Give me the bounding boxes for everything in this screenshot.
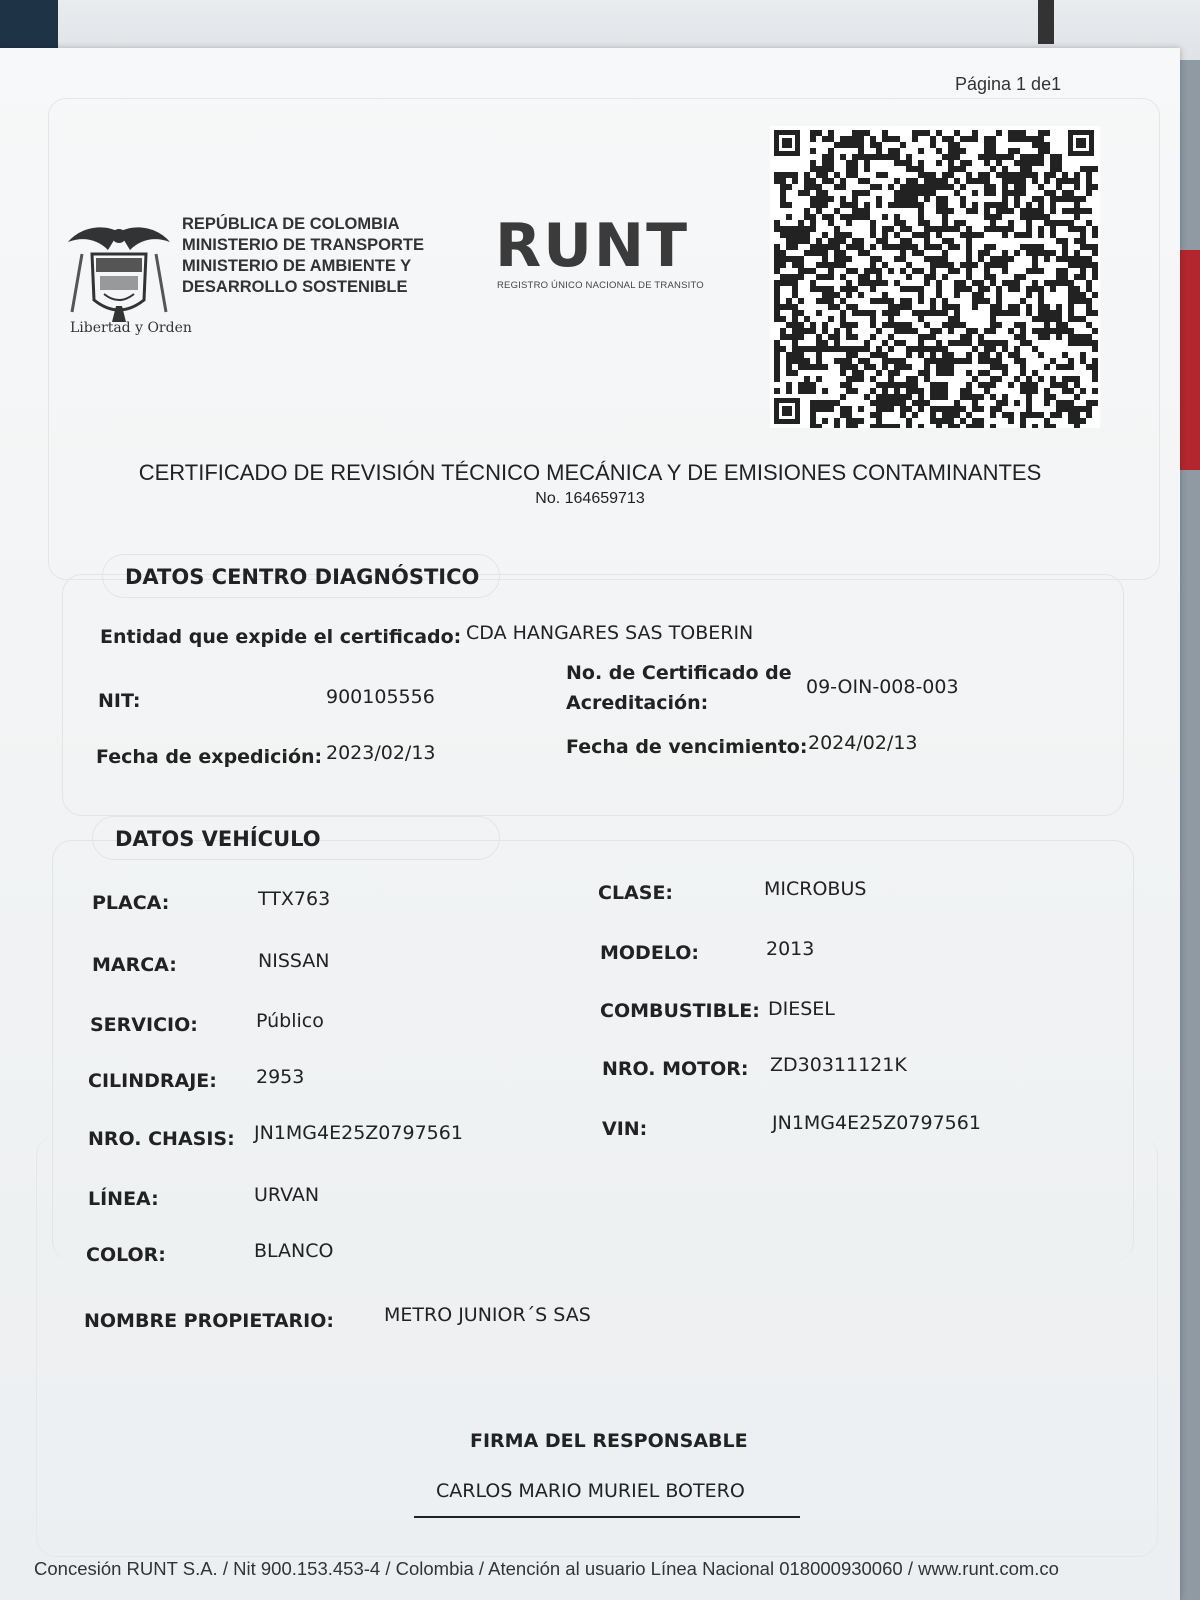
expiry-date-label: Fecha de vencimiento: <box>566 736 808 758</box>
accreditation-value: 09-OIN-008-003 <box>806 676 959 698</box>
runt-logo: RUNT <box>495 211 690 281</box>
brand-label: MARCA: <box>92 954 177 976</box>
issue-date-value: 2023/02/13 <box>326 742 436 764</box>
background-object <box>1038 0 1054 44</box>
class-value: MICROBUS <box>764 878 867 900</box>
qr-code-icon <box>770 126 1100 428</box>
color-value: BLANCO <box>254 1240 334 1262</box>
coat-of-arms-icon <box>64 214 174 364</box>
line-label: LÍNEA: <box>88 1188 159 1210</box>
certificate-sheet <box>0 48 1180 1600</box>
page-number: Página 1 de1 <box>955 74 1062 94</box>
ministry-line: DESARROLLO SOSTENIBLE <box>182 278 408 296</box>
signatory-name: CARLOS MARIO MURIEL BOTERO <box>436 1480 745 1502</box>
issuer-value: CDA HANGARES SAS TOBERIN <box>466 622 754 644</box>
ministry-line: REPÚBLICA DE COLOMBIA <box>182 215 400 233</box>
chassis-number-value: JN1MG4E25Z0797561 <box>254 1122 463 1144</box>
ministry-line: MINISTERIO DE AMBIENTE Y <box>182 257 412 275</box>
service-label: SERVICIO: <box>90 1014 198 1036</box>
signature-line <box>414 1516 800 1518</box>
vehicle-heading: DATOS VEHÍCULO <box>92 816 500 860</box>
fuel-label: COMBUSTIBLE: <box>600 1000 760 1022</box>
model-value: 2013 <box>766 938 815 960</box>
vin-value: JN1MG4E25Z0797561 <box>772 1112 981 1134</box>
footer-text: Concesión RUNT S.A. / Nit 900.153.453-4 / Colombia / Atención al usuario Línea Nacional 018000930060 / www.runt.com.co <box>34 1558 1059 1579</box>
plate-value: TTX763 <box>258 888 331 910</box>
engine-number-label: NRO. MOTOR: <box>602 1058 749 1080</box>
runt-logo-subtitle: REGISTRO ÚNICO NACIONAL DE TRANSITO <box>497 280 704 291</box>
owner-value: METRO JUNIOR´S SAS <box>384 1304 591 1326</box>
diagnostic-center-heading: DATOS CENTRO DIAGNÓSTICO <box>102 554 500 598</box>
service-value: Público <box>256 1010 324 1032</box>
color-label: COLOR: <box>86 1244 166 1266</box>
accreditation-label-line1: No. de Certificado de <box>566 662 792 684</box>
class-label: CLASE: <box>598 882 674 904</box>
background-object <box>0 0 58 52</box>
ministry-line: MINISTERIO DE TRANSPORTE <box>182 236 425 254</box>
certificate-number: No. 164659713 <box>535 490 645 507</box>
displacement-label: CILINDRAJE: <box>88 1070 217 1092</box>
model-label: MODELO: <box>600 942 699 964</box>
accreditation-label-line2: Acreditación: <box>566 692 709 714</box>
certificate-title: CERTIFICADO DE REVISIÓN TÉCNICO MECÁNICA Y DE EMISIONES CONTAMINANTES <box>138 460 1042 485</box>
signature-label: FIRMA DEL RESPONSABLE <box>470 1430 748 1452</box>
engine-number-value: ZD30311121K <box>770 1054 907 1076</box>
chassis-number-label: NRO. CHASIS: <box>88 1128 235 1150</box>
issue-date-label: Fecha de expedición: <box>96 746 323 768</box>
displacement-value: 2953 <box>256 1066 305 1088</box>
nit-label: NIT: <box>98 690 141 712</box>
expiry-date-value: 2024/02/13 <box>808 732 918 754</box>
line-value: URVAN <box>254 1184 320 1206</box>
brand-value: NISSAN <box>258 950 330 972</box>
issuing-ministries <box>182 214 424 298</box>
coat-of-arms-motto: Libertad y Orden <box>70 320 192 336</box>
issuer-label: Entidad que expide el certificado: <box>100 626 462 648</box>
plate-label: PLACA: <box>92 892 170 914</box>
nit-value: 900105556 <box>326 686 435 708</box>
owner-label: NOMBRE PROPIETARIO: <box>84 1310 334 1332</box>
fuel-value: DIESEL <box>768 998 835 1020</box>
vin-label: VIN: <box>602 1118 648 1140</box>
